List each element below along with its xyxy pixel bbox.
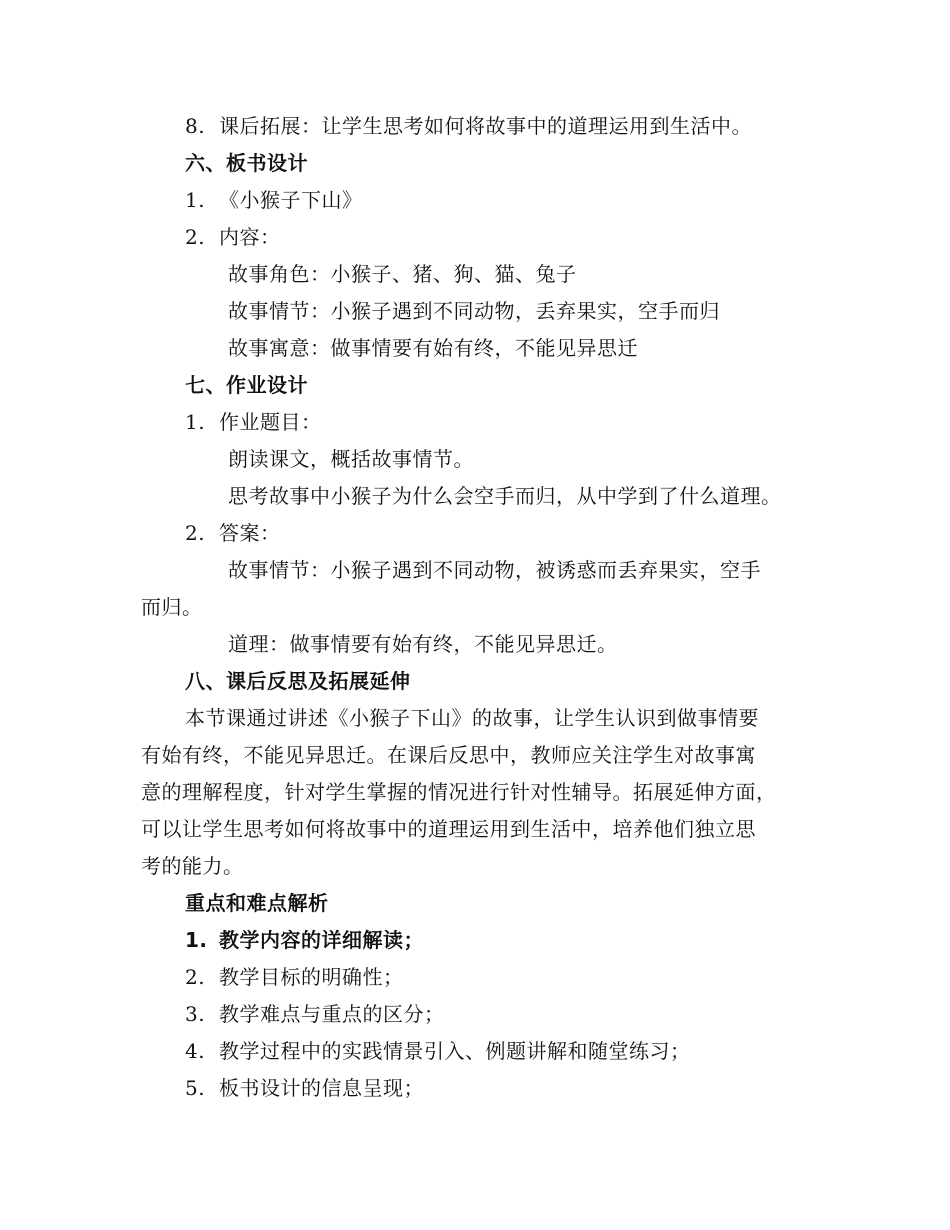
list-text: 教学过程中的实践情景引入、例题讲解和随堂练习； xyxy=(219,1039,691,1063)
list-item xyxy=(185,1037,691,1065)
list-item xyxy=(185,1074,424,1102)
list-item xyxy=(185,223,281,251)
list-number: 2. xyxy=(185,521,206,545)
list-text: 教学目标的明确性； xyxy=(219,965,404,989)
paragraph-line: 可以让学生思考如何将故事中的道理运用到生活中，培养他们独立思 xyxy=(141,817,756,841)
paragraph-line: 考的能力。 xyxy=(141,854,244,878)
list-number: 3. xyxy=(185,1002,206,1026)
section-heading-7: 七、作业设计 xyxy=(185,373,308,397)
paragraph-line: 意的理解程度，针对学生掌握的情况进行针对性辅导。拓展延伸方面， xyxy=(141,780,777,804)
analysis-heading: 重点和难点解析 xyxy=(185,891,329,915)
sub-line: 朗读课文，概括故事情节。 xyxy=(228,447,474,471)
list-number: 8. xyxy=(185,114,206,138)
list-text: 教学难点与重点的区分； xyxy=(219,1002,445,1026)
list-number: 5. xyxy=(185,1076,206,1100)
list-text: 内容： xyxy=(219,225,281,249)
sub-line: 故事角色：小猴子、猪、狗、猫、兔子 xyxy=(228,262,577,286)
sub-line: 故事情节：小猴子遇到不同动物，丢弃果实，空手而归 xyxy=(228,299,720,323)
sub-line-wrap: 而归。 xyxy=(141,595,203,619)
list-item xyxy=(185,408,322,436)
list-number: 2. xyxy=(185,965,206,989)
list-text: 作业题目： xyxy=(219,410,322,434)
list-item xyxy=(185,963,404,991)
section-heading-6: 六、板书设计 xyxy=(185,151,308,175)
list-number: 1. xyxy=(185,928,208,952)
list-item xyxy=(185,519,281,547)
sub-line: 故事寓意：做事情要有始有终，不能见异思迁 xyxy=(228,336,638,360)
sub-line: 思考故事中小猴子为什么会空手而归，从中学到了什么道理。 xyxy=(228,484,782,508)
list-text: 答案： xyxy=(219,521,281,545)
list-item xyxy=(185,112,752,140)
paragraph-line: 有始有终，不能见异思迁。在课后反思中，教师应关注学生对故事寓 xyxy=(141,743,756,767)
list-text: 教学内容的详细解读； xyxy=(219,928,424,952)
list-item xyxy=(185,926,424,954)
list-text: 课后拓展：让学生思考如何将故事中的道理运用到生活中。 xyxy=(219,114,752,138)
list-item xyxy=(185,186,363,214)
list-number: 4. xyxy=(185,1039,206,1063)
sub-line: 道理：做事情要有始有终，不能见异思迁。 xyxy=(228,632,618,656)
list-text: 《小猴子下山》 xyxy=(219,188,363,212)
list-text: 板书设计的信息呈现； xyxy=(219,1076,424,1100)
list-number: 2. xyxy=(185,225,206,249)
section-heading-8: 八、课后反思及拓展延伸 xyxy=(185,669,411,693)
list-number: 1. xyxy=(185,410,206,434)
paragraph-line: 本节课通过讲述《小猴子下山》的故事，让学生认识到做事情要 xyxy=(185,706,759,730)
list-item xyxy=(185,1000,445,1028)
list-number: 1. xyxy=(185,188,206,212)
sub-line: 故事情节：小猴子遇到不同动物，被诱惑而丢弃果实，空手 xyxy=(228,558,761,582)
